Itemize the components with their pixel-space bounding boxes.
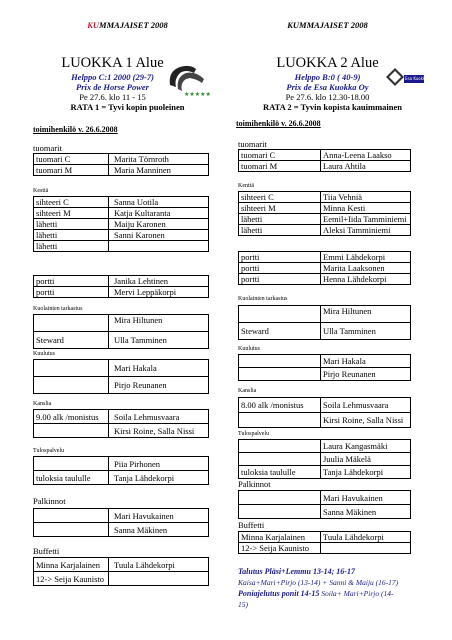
table-cell: portti	[34, 276, 109, 287]
horse-power-stars: ★★★★★	[184, 91, 211, 98]
table-row	[34, 558, 209, 572]
table-cell	[34, 457, 109, 471]
left-label-tulospalvelu: Tulospalvelu	[33, 448, 65, 454]
table-cell: Tanja Lähdekorpi	[109, 471, 209, 485]
table-cell: Laura Ahtila	[321, 161, 411, 172]
table-row	[239, 161, 411, 172]
left-header-prefix: KU	[87, 20, 100, 30]
table-cell: Mervi Leppäkorpi	[109, 287, 209, 298]
table-cell: Minna Karjalainen	[34, 558, 109, 572]
table-cell: sihteeri C	[239, 192, 321, 203]
right-rata-line: RATA 2 = Tyvin kopista kauimmainen	[262, 102, 403, 112]
table-cell	[34, 523, 109, 537]
table-cell	[239, 453, 321, 466]
table-cell: lähetti	[34, 230, 109, 241]
table-cell	[239, 306, 321, 323]
table-cell: Marita Törnroth	[109, 154, 209, 165]
table-cell: lähetti	[34, 219, 109, 230]
table-row	[239, 505, 411, 519]
left-label-buffetti: Buffetti	[33, 546, 60, 556]
table-cell: Steward	[239, 323, 321, 340]
right-label-buffetti: Buffetti	[238, 520, 265, 530]
table-cell: tuomari C	[34, 154, 109, 165]
table-cell: portti	[34, 287, 109, 298]
right-table-buffetti	[238, 531, 411, 554]
table-row	[34, 241, 209, 252]
table-row	[34, 230, 209, 241]
table-cell	[239, 368, 321, 381]
table-cell	[109, 241, 209, 252]
right-date-line: Pe 27.6. klo 12.30-18.00	[285, 92, 370, 102]
left-table-tuomarit	[33, 153, 209, 176]
table-row	[239, 466, 411, 479]
note-rest: Soila+ Mari+Pirjo (14-	[319, 589, 394, 598]
right-note-poniajelutus-end: 15)	[238, 600, 248, 609]
table-row	[239, 252, 411, 263]
left-table-kanslia	[33, 409, 209, 438]
table-row	[239, 150, 411, 161]
table-row	[239, 413, 411, 428]
right-header: KUMMAJAISET 2008	[287, 20, 368, 30]
table-row	[239, 306, 411, 323]
table-cell: tuomari C	[239, 150, 321, 161]
table-cell: tuloksia taululle	[34, 471, 109, 485]
table-row	[239, 225, 411, 236]
table-row	[239, 453, 411, 466]
left-header	[40, 20, 215, 30]
table-cell	[34, 377, 109, 394]
table-cell: 8.00 alk /monistus	[239, 398, 321, 413]
table-cell: portti	[239, 263, 321, 274]
table-cell: Eemil+Iida Tamminiemi	[321, 214, 411, 225]
table-cell	[239, 491, 321, 505]
table-cell: Kirsi Roine, Salla Nissi	[109, 424, 209, 438]
table-cell: Ulla Tamminen	[109, 332, 209, 349]
note-bold: Talutus Pläsi+Lemmu 13-14; 16-17	[238, 567, 355, 576]
right-title: LUOKKA 2 Alue	[276, 55, 379, 71]
table-row	[239, 214, 411, 225]
left-class-line: Helppo C:1 2000 (29-7)	[71, 72, 154, 82]
table-cell: Ulla Tamminen	[321, 323, 411, 340]
table-cell: Sanna Mäkinen	[109, 523, 209, 537]
table-cell: Anna-Leena Laakso	[321, 150, 411, 161]
table-cell	[239, 440, 321, 453]
right-table-kuolainten	[238, 305, 411, 340]
table-cell: Maria Manninen	[109, 165, 209, 176]
table-row	[239, 398, 411, 413]
table-row	[34, 165, 209, 176]
right-label-tuomarit: tuomarit	[238, 139, 267, 149]
table-row	[34, 457, 209, 471]
left-table-buffetti	[33, 557, 209, 586]
table-cell: Minna Kesti	[321, 203, 411, 214]
left-label-kanslia: Kanslia	[33, 401, 52, 407]
table-cell: Mari Havukainen	[109, 509, 209, 523]
table-cell: Piia Pirhonen	[109, 457, 209, 471]
table-cell	[34, 315, 109, 332]
table-cell: Janika Lehtinen	[109, 276, 209, 287]
table-row	[34, 523, 209, 537]
table-row	[239, 274, 411, 285]
table-row	[239, 491, 411, 505]
left-date-line: Pe 27.6. klo 11 - 15	[79, 92, 146, 102]
table-cell	[239, 505, 321, 519]
table-row	[239, 192, 411, 203]
table-cell: portti	[239, 252, 321, 263]
table-cell: Pirjo Reunanen	[109, 377, 209, 394]
right-table-kentta	[238, 191, 411, 236]
table-row	[34, 509, 209, 523]
left-label-kuulutus: Kuulutus	[33, 351, 56, 357]
table-cell: sihteeri C	[34, 197, 109, 208]
table-row	[239, 203, 411, 214]
right-table-tuomarit	[238, 149, 411, 172]
table-row	[239, 355, 411, 368]
table-cell: Minna Karjalainen	[239, 532, 321, 543]
table-cell: Pirjo Reunanen	[321, 368, 411, 381]
table-cell: portti	[239, 274, 321, 285]
table-cell: tuloksia taululle	[239, 466, 321, 479]
table-cell: tuomari M	[34, 165, 109, 176]
left-table-kuolainten	[33, 314, 209, 349]
right-label-tulospalvelu: Tulospalvelu	[238, 431, 270, 437]
right-label-kentta: Kenttä	[238, 183, 254, 189]
table-row	[34, 287, 209, 298]
right-label-palkinnot: Palkinnot	[238, 479, 271, 489]
table-cell: Mira Hiltunen	[109, 315, 209, 332]
table-cell: Tanja Lähdekorpi	[321, 466, 411, 479]
right-table-portti	[238, 251, 411, 285]
table-cell: Kirsi Roine, Salla Nissi	[321, 413, 411, 428]
table-cell: Katja Kultaranta	[109, 208, 209, 219]
table-row	[239, 323, 411, 340]
table-cell	[34, 509, 109, 523]
right-label-kuulutus: Kuulutus	[238, 346, 261, 352]
right-note-poniajelutus	[238, 589, 393, 599]
table-row	[34, 471, 209, 485]
table-cell: tuomari M	[239, 161, 321, 172]
left-table-kentta	[33, 196, 209, 252]
table-cell: Mari Hakala	[321, 355, 411, 368]
left-table-tulospalvelu	[33, 456, 209, 485]
table-cell: Maiju Karonen	[109, 219, 209, 230]
table-cell: 9.00 alk /monistus	[34, 410, 109, 424]
table-cell: Juulia Mäkelä	[321, 453, 411, 466]
table-cell: 12-> Seija Kaunisto	[34, 572, 109, 586]
table-cell: Soila Lehmusvaara	[321, 398, 411, 413]
table-row	[34, 360, 209, 377]
esa-kuokka-logo	[385, 67, 435, 87]
left-table-palkinnot	[33, 508, 209, 537]
right-table-tulospalvelu	[238, 439, 411, 479]
left-table-portti	[33, 275, 209, 298]
left-label-palkinnot: Palkinnot	[33, 496, 66, 506]
left-prize-line: Prix de Horse Power	[76, 82, 149, 92]
right-table-palkinnot	[238, 490, 411, 519]
table-cell: Tuula Lähdekorpi	[109, 558, 209, 572]
table-cell: Sanni Karonen	[109, 230, 209, 241]
table-cell: sihteeri M	[239, 203, 321, 214]
table-cell	[321, 543, 411, 554]
table-cell	[239, 355, 321, 368]
table-row	[239, 543, 411, 554]
left-label-kuolainten: Kuolainten tarkastus	[33, 306, 83, 312]
table-cell: Marita Laaksonen	[321, 263, 411, 274]
table-cell: Sanna Uotila	[109, 197, 209, 208]
table-row	[239, 263, 411, 274]
right-note-talutus-detail: Kaisa+Mari+Pirjo (13-14) + Sanni & Maiju (16-17)	[238, 578, 399, 587]
table-cell	[109, 572, 209, 586]
table-row	[34, 572, 209, 586]
right-section-heading: toimihenkilö v. 26.6.2008	[236, 119, 321, 128]
left-table-kuulutus	[33, 359, 209, 394]
left-header-rest: MMAJAISET 2008	[99, 20, 168, 30]
esa-kuokka-logo-text: Esa Kuokka Oy	[405, 76, 435, 81]
table-row	[34, 332, 209, 349]
right-table-kanslia	[238, 397, 411, 428]
table-cell	[34, 424, 109, 438]
table-cell: 12-> Seija Kaunisto	[239, 543, 321, 554]
left-section-heading: toimihenkilö v. 26.6.2008	[33, 125, 118, 134]
table-row	[239, 368, 411, 381]
table-row	[34, 197, 209, 208]
table-cell: Mira Hiltunen	[321, 306, 411, 323]
note-bold: Poniajelutus ponit 14-15	[238, 589, 320, 598]
left-label-kentta: Kesttä	[33, 188, 49, 194]
right-label-kanslia: Kanslia	[238, 388, 257, 394]
table-row	[34, 410, 209, 424]
table-row	[34, 219, 209, 230]
right-class-line: Helppo B:0 ( 40-9)	[294, 72, 361, 82]
table-cell: Tiia Vehniä	[321, 192, 411, 203]
right-table-kuulutus	[238, 354, 411, 381]
table-cell: lähetti	[239, 225, 321, 236]
table-row	[34, 315, 209, 332]
table-cell: Steward	[34, 332, 109, 349]
table-row	[239, 440, 411, 453]
left-label-tuomarit: tuomarit	[33, 143, 62, 153]
table-cell: Sanna Mäkinen	[321, 505, 411, 519]
left-rata-line: RATA 1 = Tyvi kopin puoleinen	[70, 102, 185, 112]
right-label-kuolainten: Kuolainten tarkastus	[238, 296, 288, 302]
table-cell: Mari Hakala	[109, 360, 209, 377]
table-row	[34, 377, 209, 394]
table-cell	[239, 413, 321, 428]
table-cell: lähetti	[34, 241, 109, 252]
table-row	[34, 154, 209, 165]
horse-power-logo	[166, 63, 212, 101]
table-cell: lähetti	[239, 214, 321, 225]
table-cell: Tuula Lähdekorpi	[321, 532, 411, 543]
table-cell: Henna Lähdekorpi	[321, 274, 411, 285]
table-row	[34, 208, 209, 219]
table-row	[34, 276, 209, 287]
right-prize-line: Prix de Esa Kuokka Oy	[286, 82, 369, 92]
table-cell	[34, 360, 109, 377]
table-row	[34, 424, 209, 438]
table-cell: Soila Lehmusvaara	[109, 410, 209, 424]
left-title: LUOKKA 1 Alue	[61, 55, 164, 71]
table-cell: sihteeri M	[34, 208, 109, 219]
right-note-talutus	[238, 567, 355, 577]
table-row	[239, 532, 411, 543]
table-cell: Mari Havukainen	[321, 491, 411, 505]
table-cell: Laura Kangasmäki	[321, 440, 411, 453]
table-cell: Aleksi Tamminiemi	[321, 225, 411, 236]
table-cell: Emmi Lähdekorpi	[321, 252, 411, 263]
